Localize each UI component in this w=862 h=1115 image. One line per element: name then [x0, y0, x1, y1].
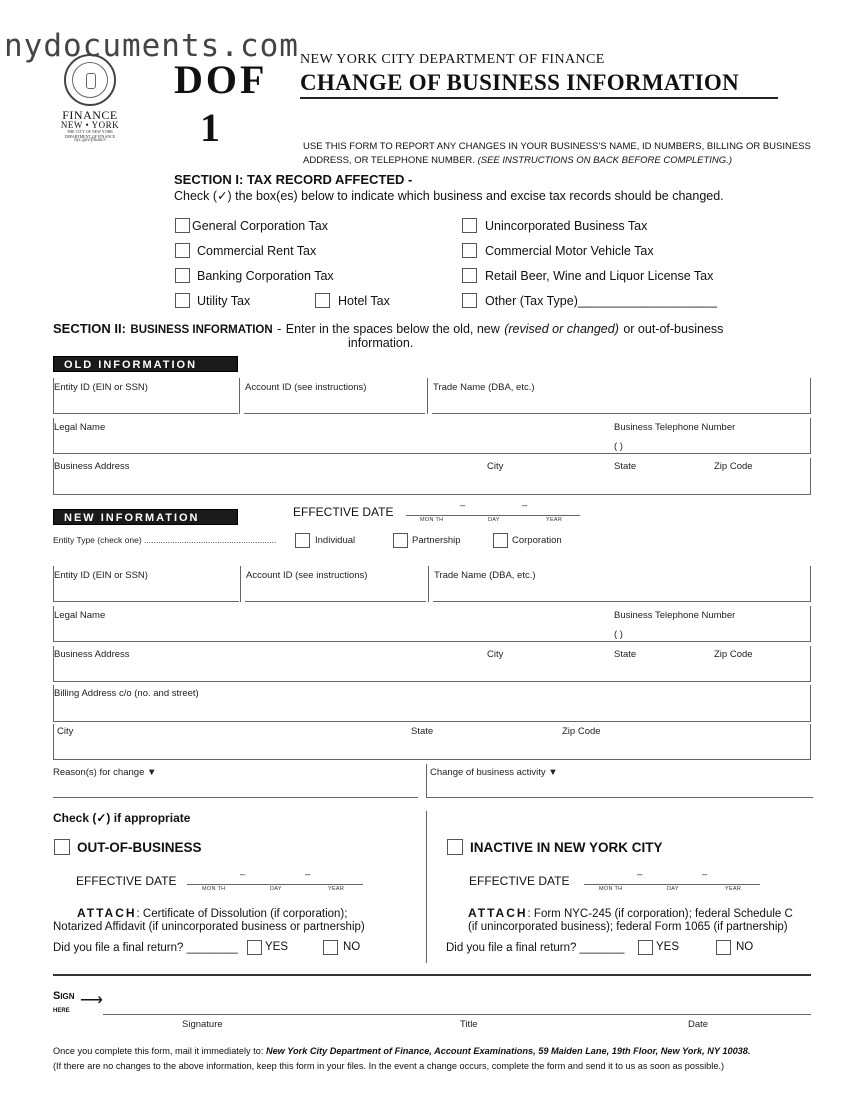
form-instructions: USE THIS FORM TO REPORT ANY CHANGES IN YOUR BUSINESS'S NAME, ID NUMBERS, BILLING OR BUSINESS ADDRESS, OR TELEPHONE NUMBER. (SEE INSTRUCTIONS ON BACK BEFORE COMPLETING.) [303, 141, 811, 166]
checkbox-out-of-business[interactable] [54, 839, 70, 855]
old-row1-right-border [810, 378, 811, 414]
billing-city-input[interactable] [53, 724, 811, 760]
inactive-date-month: MON TH [599, 886, 623, 892]
oob-date-year: YEAR [328, 886, 345, 892]
page-title: CHANGE OF BUSINESS INFORMATION [300, 70, 740, 95]
inactive-date-dash-1: – [637, 869, 643, 880]
inactive-attach-text: ATTACH: Form NYC-245 (if corporation); federal Schedule C [468, 906, 793, 920]
footer-mail-instructions: Once you complete this form, mail it immediately to: New York City Department of Finance, Account Examinations, 59 Maiden Lane, 19th Floor, New York, NY 10038. [53, 1046, 751, 1056]
checkbox-banking-corporation-tax[interactable] [175, 268, 190, 283]
label-individual: Individual [315, 535, 356, 546]
section1-heading: SECTION I: TAX RECORD AFFECTED - [174, 172, 413, 187]
check-divider [426, 811, 427, 963]
date-label: Date [688, 1019, 709, 1030]
new-effective-date-input[interactable] [406, 515, 580, 516]
logo-finance: FINANCE [62, 108, 118, 122]
inactive-effective-date-input[interactable] [584, 884, 760, 885]
billing-zip-label: Zip Code [562, 726, 601, 737]
activity-divider [426, 764, 427, 798]
out-of-business-title: OUT-OF-BUSINESS [77, 840, 202, 855]
watermark-text: nydocuments.com [4, 28, 299, 64]
checkbox-commercial-rent-tax[interactable] [175, 243, 190, 258]
sign-section-rule [53, 974, 811, 976]
inactive-nyc-title: INACTIVE IN NEW YORK CITY [470, 840, 663, 855]
logo-dept: THE CITY OF NEW YORK DEPARTMENT OF FINANCE [64, 129, 116, 139]
billing-address-label: Billing Address c/o (no. and street) [54, 688, 199, 699]
inactive-date-day: DAY [667, 886, 679, 892]
new-row1-divider-2 [428, 566, 429, 602]
form-code: DOF [174, 57, 268, 102]
checkbox-retail-beer-wine-liquor-tax[interactable] [462, 268, 477, 283]
old-legal-name-label: Legal Name [54, 422, 106, 433]
checkbox-corporation[interactable] [493, 533, 508, 548]
new-address-label: Business Address [54, 649, 130, 660]
old-phone-label: Business Telephone Number [614, 422, 736, 433]
checkbox-inactive-no[interactable] [716, 940, 731, 955]
oob-effective-date-label: EFFECTIVE DATE [76, 874, 177, 888]
old-trade-name-label: Trade Name (DBA, etc.) [433, 382, 535, 393]
billing-city-label: City [57, 726, 74, 737]
label-other-tax-type: Other (Tax Type)____________________ [485, 294, 717, 308]
new-entity-type-label: Entity Type (check one) ........................................................ [53, 535, 277, 545]
new-entity-id-label: Entity ID (EIN or SSN) [54, 570, 148, 581]
checkbox-commercial-motor-vehicle-tax[interactable] [462, 243, 477, 258]
old-row1-divider-2 [427, 378, 428, 414]
new-phone-label: Business Telephone Number [614, 610, 736, 621]
label-oob-no: NO [343, 941, 361, 953]
reasons-for-change-label: Reason(s) for change ▼ [53, 767, 157, 778]
new-effective-date-label: EFFECTIVE DATE [293, 505, 394, 519]
old-address-input[interactable] [53, 458, 811, 495]
arrow-right-icon: ⟶ [80, 992, 103, 1009]
old-information-banner: OLD INFORMATION [53, 356, 238, 372]
oob-date-dash-1: – [240, 869, 246, 880]
logo-new-york: NEW • YORK [60, 120, 120, 130]
old-entity-id-input[interactable] [53, 378, 238, 414]
old-address-label: Business Address [54, 461, 130, 472]
signature-label: Signature [182, 1019, 223, 1030]
checkbox-oob-no[interactable] [323, 940, 338, 955]
checkbox-inactive-yes[interactable] [638, 940, 653, 955]
change-of-activity-input[interactable] [427, 797, 813, 798]
oob-final-return-label: Did you file a final return? ________ [53, 942, 238, 954]
old-legal-name-input[interactable] [53, 418, 811, 454]
checkbox-hotel-tax[interactable] [315, 293, 330, 308]
old-account-id-label: Account ID (see instructions) [245, 382, 367, 393]
checkbox-inactive-nyc[interactable] [447, 839, 463, 855]
oob-effective-date-input[interactable] [187, 884, 363, 885]
label-inactive-yes: YES [656, 941, 680, 953]
new-row1-divider-1 [240, 566, 241, 602]
old-phone-paren: ( ) [614, 441, 623, 452]
section2-heading: SECTION II: BUSINESS INFORMATION - Enter in the spaces below the old, new (revised or changed) or out-of-business [53, 321, 724, 336]
section1-instruction: Check (✓) the box(es) below to indicate which business and excise tax records should be changed. [174, 189, 724, 203]
old-row1-divider-1 [239, 378, 240, 414]
checkbox-utility-tax[interactable] [175, 293, 190, 308]
new-row1-right-border [810, 566, 811, 602]
new-trade-name-label: Trade Name (DBA, etc.) [434, 570, 536, 581]
nyc-seal-icon [64, 54, 116, 106]
label-commercial-rent-tax: Commercial Rent Tax [197, 244, 317, 258]
old-city-label: City [487, 461, 504, 472]
oob-attach-line2: Notarized Affidavit (if unincorporated business or partnership) [53, 921, 365, 933]
label-banking-corporation-tax: Banking Corporation Tax [197, 269, 334, 283]
new-date-day: DAY [488, 517, 500, 523]
inactive-effective-date-label: EFFECTIVE DATE [469, 874, 570, 888]
old-zip-label: Zip Code [714, 461, 753, 472]
checkbox-other-tax-type[interactable] [462, 293, 477, 308]
footer-keep-note: (If there are no changes to the above information, keep this form in your files. In the event a change occurs, complete the form and send it to us as soon as possible.) [53, 1061, 725, 1071]
new-state-label: State [614, 649, 637, 660]
new-trade-name-input[interactable] [433, 601, 811, 602]
new-date-year: YEAR [546, 517, 563, 523]
label-unincorporated-business-tax: Unincorporated Business Tax [485, 219, 648, 233]
new-account-id-label: Account ID (see instructions) [246, 570, 368, 581]
billing-state-label: State [411, 726, 434, 737]
new-date-dash-2: – [522, 500, 528, 511]
billing-address-input[interactable] [53, 685, 811, 722]
new-zip-label: Zip Code [714, 649, 753, 660]
old-state-label: State [614, 461, 637, 472]
label-partnership: Partnership [412, 535, 461, 546]
new-address-input[interactable] [53, 646, 811, 682]
new-account-id-input[interactable] [245, 601, 426, 602]
old-trade-name-input[interactable] [432, 413, 811, 414]
checkbox-unincorporated-business-tax[interactable] [462, 218, 477, 233]
title-rule [300, 97, 778, 99]
checkbox-oob-yes[interactable] [247, 940, 262, 955]
section2-instruction-line2: information. [348, 336, 414, 350]
label-commercial-motor-vehicle-tax: Commercial Motor Vehicle Tax [485, 244, 654, 258]
new-legal-name-input[interactable] [53, 606, 811, 642]
new-date-dash-1: – [460, 500, 466, 511]
inactive-final-return-label: Did you file a final return? _______ [446, 942, 625, 954]
oob-date-dash-2: – [305, 869, 311, 880]
checkbox-general-corporation-tax[interactable] [175, 218, 190, 233]
new-phone-paren: ( ) [614, 629, 623, 640]
old-entity-id-label: Entity ID (EIN or SSN) [54, 382, 148, 393]
label-corporation: Corporation [512, 535, 562, 546]
inactive-date-dash-2: – [702, 869, 708, 880]
checkbox-individual[interactable] [295, 533, 310, 548]
new-city-label: City [487, 649, 504, 660]
title-label: Title [460, 1019, 478, 1030]
sign-label: Sign [53, 990, 75, 1002]
oob-date-month: MON TH [202, 886, 226, 892]
label-utility-tax: Utility Tax [197, 294, 251, 308]
new-legal-name-label: Legal Name [54, 610, 106, 621]
new-entity-id-input[interactable] [53, 566, 239, 602]
department-name: NEW YORK CITY DEPARTMENT OF FINANCE [300, 52, 605, 67]
new-date-month: MON TH [420, 517, 444, 523]
reasons-for-change-input[interactable] [53, 797, 418, 798]
inactive-date-year: YEAR [725, 886, 742, 892]
form-number: 1 [200, 105, 220, 150]
label-general-corporation-tax: General Corporation Tax [192, 219, 328, 233]
logo-url: nyc.gov/finance [74, 138, 106, 143]
inactive-attach-line2: (if unincorporated business); federal Form 1065 (if partnership) [468, 921, 788, 933]
label-inactive-no: NO [736, 941, 754, 953]
label-hotel-tax: Hotel Tax [338, 294, 390, 308]
checkbox-partnership[interactable] [393, 533, 408, 548]
here-label: here [53, 1004, 70, 1014]
oob-attach-text: ATTACH: Certificate of Dissolution (if corporation); [77, 906, 348, 920]
oob-date-day: DAY [270, 886, 282, 892]
new-information-banner: NEW INFORMATION [53, 509, 238, 525]
label-retail-beer-wine-liquor-tax: Retail Beer, Wine and Liquor License Tax [485, 269, 714, 283]
signature-line[interactable] [103, 1014, 811, 1015]
old-account-id-input[interactable] [244, 413, 425, 414]
change-of-activity-label: Change of business activity ▼ [430, 767, 558, 778]
label-oob-yes: YES [265, 941, 289, 953]
check-if-appropriate-heading: Check (✓) if appropriate [53, 811, 191, 825]
